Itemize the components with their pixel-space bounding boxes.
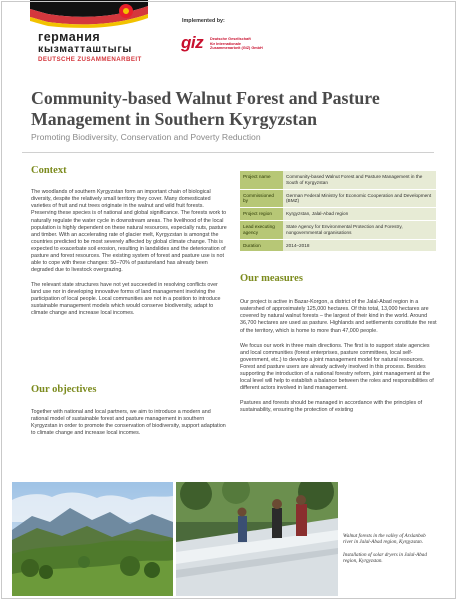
- measures-paragraph: Our project is active in Bazar-Korgon, a district of the Jalal-Abad region in a watershed of approximately 125,000 hectares. Of this total, 13,000 hectares are covered by natural walnut forests – the largest of their kind in the world. Around 36,700 hectares are used as pasture. Highlands and settlements constitute the rest of the territory, which is home to more than 47,000 people.: [240, 299, 437, 334]
- page-title: Community-based Walnut Forest and Pasture Management in Southern Kyrgyzstan: [31, 88, 380, 129]
- info-table-value: 2014–2018: [283, 239, 436, 252]
- info-table-value: State Agency for Environmental Protection and Forestry, nongovernmental organisations: [283, 220, 436, 239]
- info-table-key: Project name: [240, 171, 283, 189]
- logo-text-deutsche: DEUTSCHE ZUSAMMENARBEIT: [38, 56, 142, 63]
- logo-text-kyrgyz: кызматташтыгы: [38, 43, 133, 55]
- context-body: [31, 184, 228, 322]
- info-table-key: Lead executing agency: [240, 220, 283, 239]
- german-kyrgyz-flag-logo: [30, 0, 148, 30]
- objectives-heading: Our objectives: [31, 384, 97, 395]
- objectives-body: [31, 404, 228, 443]
- context-paragraph: The woodlands of southern Kyrgyzstan form an important chain of biological diversity, despite the relatively small territory they cover. Many domesticated varieties of fruit and nut trees originate in the walnut and wild fruit forests. Preserving these species is of national and global significance. The forests work to naturally regulate the water cycle in downstream areas. The livelihood of the local population is highly dependent on these natural resources, especially nuts, pasture and timber. With an accelerating rate of glacier melt, Kyrgyzstan is amongst the countries predicted to be most severely affected by global climate change. This is expected to exacerbate soil erosion, resulting in landslides and the deterioration of pasture and forest resources. The existing system of forest and pasture use is not able to cope with these changes: 50–70% of pastureland has already been degraded due to livestock overgrazing.: [31, 189, 227, 273]
- project-info-table: [240, 171, 436, 252]
- context-paragraph: The relevant state structures have not yet succeeded in resolving conflicts over land use nor in developing innovative forms of land management involving the participation of local people. Local communities are not in a position to introduce sustainable management models which would conserve biodiversity, adapt to climate change and increase local incomes.: [31, 281, 221, 317]
- walnut-forest-photo: [12, 482, 173, 596]
- giz-name-line: Zusammenarbeit (GIZ) GmbH: [210, 46, 263, 50]
- caption-walnut-forest: Walnut forests in the valley of Arslanbob river in Jalal-Abad region, Kyrgyzstan.: [343, 533, 426, 546]
- info-table-row: [240, 208, 436, 221]
- giz-logo: giz: [181, 33, 204, 52]
- info-table-key: Duration: [240, 239, 283, 252]
- logo-text-german: германия: [38, 30, 101, 44]
- info-table-key: Project region: [240, 208, 283, 221]
- context-heading: Context: [31, 165, 67, 176]
- info-table-key: Commissioned by: [240, 189, 283, 208]
- info-table-row: [240, 171, 436, 189]
- info-table-value: Kyrgyzstan, Jalal-Abad region: [283, 208, 436, 221]
- measures-paragraph: We focus our work in three main directions. The first is to support state agencies and local communities (forest enterprises, pasture committees, local self-government, etc.) to develop a joint management model for natural resources. Forest and pasture users are already actively involved in this process. Besides supporting the introduction of a national forestry reform, joint management at the local level will help to establish a balance between the roles and responsibilities of different actors involved in land management.: [240, 342, 434, 391]
- implemented-by-label: Implemented by:: [182, 18, 225, 24]
- photo-captions: [343, 533, 435, 565]
- solar-dryers-photo: [176, 482, 338, 596]
- giz-name-line: Deutsche Gesellschaft: [210, 37, 251, 41]
- objectives-paragraph: Together with national and local partners, we aim to introduce a modern and rational model of sustainable forest and pasture management in southern Kyrgyzstan in order to promote the conservation of biodiversity, support adaptation to climate change and increase local incomes.: [31, 409, 226, 437]
- info-table-row: [240, 220, 436, 239]
- giz-full-name: [210, 37, 263, 51]
- info-table-row: [240, 189, 436, 208]
- info-table-value: Community-based Walnut Forest and Pasture Management in the South of Kyrgyzstan: [283, 171, 436, 189]
- divider: [22, 152, 434, 153]
- caption-solar-dryers: Installation of solar dryers in Jalal-Abad region, Kyrgyzstan.: [343, 551, 427, 565]
- info-table-value: German Federal Ministry for Economic Cooperation and Development (BMZ): [283, 189, 436, 208]
- measures-body: [240, 294, 437, 419]
- giz-name-line: für Internationale: [210, 41, 242, 46]
- measures-heading: Our measures: [240, 273, 303, 284]
- info-table-row: [240, 239, 436, 252]
- page-subtitle: Promoting Biodiversity, Conservation and Poverty Reduction: [31, 132, 261, 142]
- measures-paragraph: Pastures and forests should be managed in accordance with the principles of sustainability, ensuring the protection of existing: [240, 399, 423, 413]
